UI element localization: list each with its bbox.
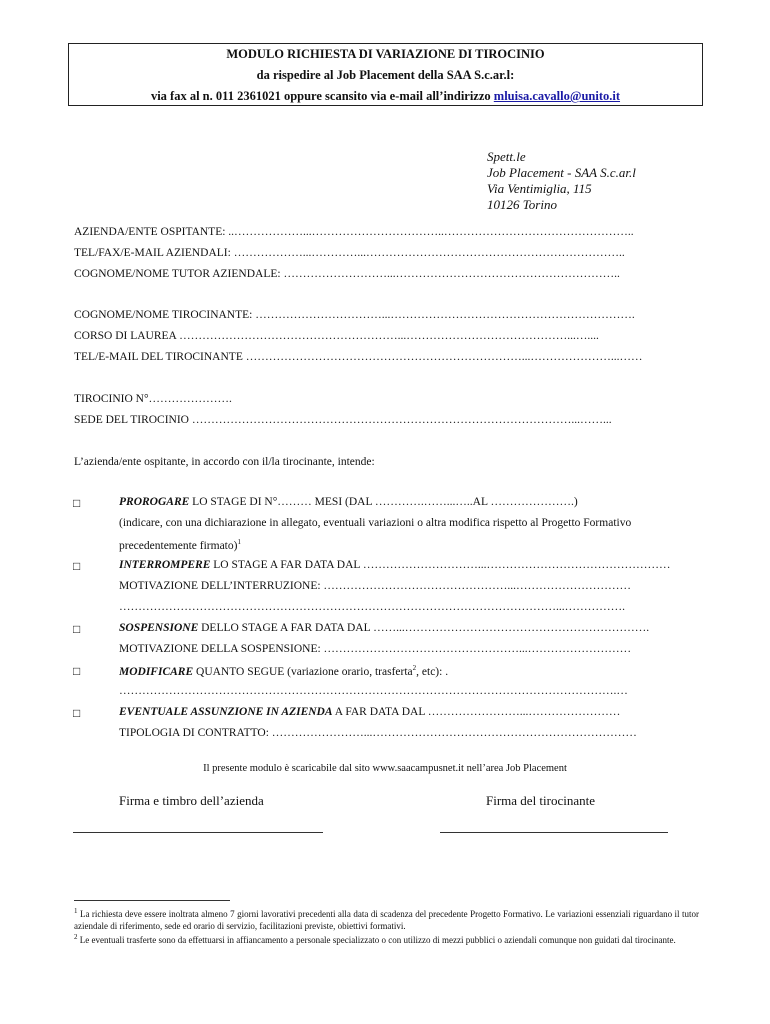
signature-tirocinante-label: Firma del tirocinante bbox=[486, 793, 596, 808]
modificare-dots[interactable]: ………………………………………………………………………………………………………………….… bbox=[119, 685, 628, 697]
assunzione-text: A FAR DATA DAL ……………………...…………………… bbox=[332, 706, 621, 718]
option-modificare bbox=[119, 664, 699, 678]
email-link[interactable]: mluisa.cavallo@unito.it bbox=[493, 89, 621, 103]
recipient-line-4: 10126 Torino bbox=[487, 197, 557, 212]
footnote-2-number: 2 bbox=[74, 933, 78, 941]
footnote-2 bbox=[74, 932, 699, 947]
footnote-1-number: 1 bbox=[74, 907, 78, 915]
modificare-text-end: , etc): . bbox=[416, 665, 449, 678]
field-azienda[interactable]: AZIENDA/ENTE OSPITANTE: ..………………...……………………………..………………………………………….. bbox=[74, 226, 634, 238]
checkbox-interrompere[interactable]: □ bbox=[73, 559, 81, 573]
interrompere-text: LO STAGE A FAR DATA DAL …………………………...………………………………………… bbox=[210, 559, 671, 571]
interrompere-motivazione[interactable]: MOTIVAZIONE DELL’INTERRUZIONE: …………………………………………...………………………… bbox=[119, 580, 632, 592]
prorogare-text: LO STAGE DI N°……… MESI (DAL ………….……...…..AL ………………….) bbox=[189, 496, 578, 508]
recipient-address bbox=[487, 149, 636, 213]
field-tirocinio-n[interactable]: TIROCINIO N°…………………. bbox=[74, 393, 232, 405]
header-box bbox=[68, 43, 703, 106]
modificare-keyword: MODIFICARE bbox=[119, 665, 194, 678]
option-sospensione bbox=[119, 622, 699, 634]
sospensione-text: DELLO STAGE A FAR DATA DAL ……...………………………………………………………. bbox=[198, 622, 650, 634]
recipient-line-2: Job Placement - SAA S.c.ar.l bbox=[487, 165, 636, 180]
download-note: Il presente modulo è scaricabile dal sito www.saacampusnet.it nell’area Job Placement bbox=[203, 763, 567, 774]
footnote-ref-2: 2 bbox=[412, 664, 417, 672]
signature-azienda-line[interactable] bbox=[73, 824, 323, 833]
field-tirocinante[interactable]: COGNOME/NOME TIROCINANTE: ……………………………...………………………………………………………. bbox=[74, 309, 635, 321]
footnote-separator bbox=[74, 900, 230, 901]
sospensione-motivazione[interactable]: MOTIVAZIONE DELLA SOSPENSIONE: ……………………………………………...……………………… bbox=[119, 643, 632, 655]
header-line-3-text: via fax al n. 011 2361021 oppure scansito via e-mail all’indirizzo bbox=[150, 89, 491, 103]
signature-azienda-label: Firma e timbro dell’azienda bbox=[119, 793, 264, 808]
interrompere-dots[interactable]: ……………………………………………………………………………………………………...……………. bbox=[119, 601, 625, 613]
option-assunzione bbox=[119, 706, 699, 718]
signature-tirocinante-line[interactable] bbox=[440, 824, 668, 833]
assunzione-keyword: EVENTUALE ASSUNZIONE IN AZIENDA bbox=[119, 706, 333, 718]
modificare-text: QUANTO SEGUE (variazione orario, trasferta bbox=[193, 665, 413, 678]
checkbox-modificare[interactable]: □ bbox=[73, 664, 81, 678]
interrompere-keyword: INTERROMPERE bbox=[119, 559, 211, 571]
header-line-3 bbox=[69, 86, 702, 107]
recipient-line-3: Via Ventimiglia, 115 bbox=[487, 181, 592, 196]
footnote-ref-1: 1 bbox=[237, 538, 241, 546]
tipologia-contratto[interactable]: TIPOLOGIA DI CONTRATTO: ……………………...…………………………………………………………… bbox=[119, 727, 637, 739]
footnote-2-text: Le eventuali trasferte sono da effettuarsi in affiancamento a personale specializzato o con utilizzo di mezzi pubblici o aziendali comunque non guidati dal tirocinante. bbox=[77, 935, 676, 945]
field-tel-tirocinante[interactable]: TEL/E-MAIL DEL TIROCINANTE ………………………………………………………………...…………………...…… bbox=[74, 351, 643, 363]
field-corso[interactable]: CORSO DI LAUREA …………………………………………………...……………………………………...….... bbox=[74, 330, 599, 342]
checkbox-prorogare[interactable]: □ bbox=[73, 496, 81, 510]
sospensione-keyword: SOSPENSIONE bbox=[119, 622, 199, 634]
field-sede[interactable]: SEDE DEL TIROCINIO ………………………………………………………………………………………...……... bbox=[74, 414, 612, 426]
header-line-2: da rispedire al Job Placement della SAA S.c.ar.l: bbox=[256, 68, 515, 82]
prorogare-keyword: PROROGARE bbox=[119, 496, 190, 508]
prorogare-note-2 bbox=[119, 538, 699, 552]
field-tutor[interactable]: COGNOME/NOME TUTOR AZIENDALE: ………………………...………………………………………………….. bbox=[74, 268, 620, 280]
checkbox-sospensione[interactable]: □ bbox=[73, 622, 81, 636]
recipient-line-1: Spett.le bbox=[487, 149, 526, 164]
prorogare-note-1: (indicare, con una dichiarazione in allegato, eventuali variazioni o altra modifica rispetto al Progetto Formativo bbox=[119, 517, 632, 529]
checkbox-assunzione[interactable]: □ bbox=[73, 706, 81, 720]
option-interrompere bbox=[119, 559, 699, 571]
form-title: MODULO RICHIESTA DI VARIAZIONE DI TIROCINIO bbox=[226, 47, 545, 61]
intro-text: L’azienda/ente ospitante, in accordo con il/la tirocinante, intende: bbox=[74, 456, 375, 468]
footnote-1-text: La richiesta deve essere inoltrata almeno 7 giorni lavorativi precedenti alla data di scadenza del precedente Progetto Formativo. Le variazioni essenziali riguardano il tutor aziendale di riferimento, sede ed orario di servizio, facilitazioni previste, obiettivi formativi. bbox=[74, 909, 699, 931]
footnote-1 bbox=[74, 906, 699, 932]
prorogare-note-2-text: precedentemente firmato) bbox=[119, 539, 238, 552]
option-prorogare bbox=[119, 496, 699, 508]
field-tel-aziendali[interactable]: TEL/FAX/E-MAIL AZIENDALI: ………………...…………...………………………………………………………….. bbox=[74, 247, 625, 259]
